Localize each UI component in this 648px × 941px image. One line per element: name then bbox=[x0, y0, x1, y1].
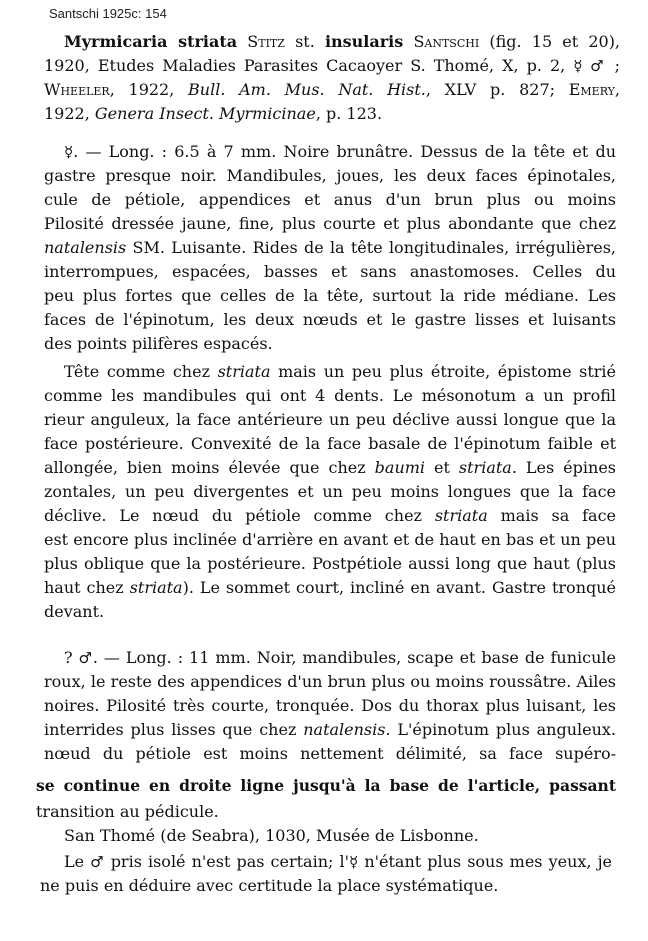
text: déclive. Le nœud du pétiole comme chez bbox=[44, 506, 422, 525]
text: . — Long. : 6.5 à 7 mm. Noire brunâtre. Dessus de la tête et du bbox=[73, 142, 616, 161]
worker-line-6: interrompues, espacées, basses et sans anastomoses. Celles du bbox=[44, 262, 616, 281]
male-line-5: nœud du pétiole est moins nettement délimité, sa face supéro- bbox=[44, 744, 616, 763]
worker-line-2: gastre presque noir. Mandibules, joues, les deux faces épinotales, bbox=[44, 166, 616, 185]
header-line-1 bbox=[64, 30, 620, 54]
text: . — Long. : 11 mm. Noir, mandibules, scape et base de funicule bbox=[92, 648, 616, 667]
reference-text: 1920, Etudes Maladies Parasites Cacaoyer S. Thomé, X, p. 2, bbox=[44, 56, 566, 75]
note-line-1 bbox=[64, 850, 612, 874]
male-line-7: transition au pédicule. bbox=[36, 802, 219, 821]
worker-line-5 bbox=[44, 236, 616, 260]
text: SM. Luisante. Rides de la tête longitudinales, irrégulières, bbox=[132, 238, 616, 257]
worker-line-1 bbox=[64, 140, 616, 164]
worker-line-14 bbox=[44, 456, 616, 480]
text: interrides plus lisses que chez bbox=[44, 720, 297, 739]
species-striata: striata bbox=[434, 506, 488, 525]
author-stitz: Stitz bbox=[247, 32, 285, 51]
worker-line-20: devant. bbox=[44, 602, 105, 621]
text: . L'épinotum plus anguleux. bbox=[385, 720, 616, 739]
worker-line-10 bbox=[64, 360, 616, 384]
worker-line-7: peu plus fortes que celles de la tête, surtout la ride médiane. Les bbox=[44, 286, 616, 305]
header-line-4 bbox=[44, 102, 382, 126]
note-line-2: ne puis en déduire avec certitude la place systématique. bbox=[40, 876, 499, 895]
text: haut chez bbox=[44, 578, 124, 597]
rank-text: st. bbox=[284, 32, 325, 51]
citation-label: Santschi 1925c: 154 bbox=[49, 6, 167, 21]
text: Pilosité dressée jaune, fine, plus courte et plus abondante que chez bbox=[44, 214, 616, 233]
author-wheeler: Wheeler bbox=[44, 80, 110, 99]
header-line-2 bbox=[44, 54, 620, 78]
worker-line-12: rieur anguleux, la face antérieure un peu déclive aussi longue que la bbox=[44, 410, 616, 429]
male-symbol: ♂ bbox=[78, 649, 93, 667]
worker-line-9: des points pilifères espacés. bbox=[44, 334, 273, 353]
species-natalensis: natalensis bbox=[303, 720, 386, 739]
text: et bbox=[434, 458, 450, 477]
text: allongée, bien moins élevée que chez bbox=[44, 458, 366, 477]
uncertain-mark: ? bbox=[64, 648, 73, 667]
worker-line-11: comme les mandibules qui ont 4 dents. Le mésonotum a un profil bbox=[44, 386, 616, 405]
caste-symbols: ☿ ♂ bbox=[573, 57, 607, 75]
worker-line-18: plus oblique que la postérieure. Postpétiole aussi long que haut (plus bbox=[44, 554, 616, 573]
male-line-1 bbox=[64, 646, 616, 670]
species-natalensis: natalensis bbox=[44, 238, 127, 257]
worker-line-3: cule de pétiole, appendices et anus d'un brun plus ou moins bbox=[44, 190, 616, 209]
species-title: Myrmicaria striata bbox=[64, 32, 238, 51]
work-title: Genera Insect. Myrmicinae bbox=[94, 104, 316, 123]
male-line-6: se continue en droite ligne jusqu'à la base de l'article, passant bbox=[36, 776, 616, 795]
text: n'étant plus sous mes yeux, je bbox=[364, 852, 612, 871]
subspecies-name: insularis bbox=[324, 32, 404, 51]
male-line-2: roux, le reste des appendices d'un brun plus ou moins roussâtre. Ailes bbox=[44, 672, 616, 691]
text: Le bbox=[64, 852, 85, 871]
text: mais un peu plus étroite, épistome strié bbox=[278, 362, 616, 381]
year-text: , 1922, bbox=[109, 80, 189, 99]
year-text: 1922, bbox=[44, 104, 95, 123]
worker-line-17: est encore plus inclinée d'arrière en avant et de haut en bas et un peu bbox=[44, 530, 616, 549]
text: Tête comme chez bbox=[64, 362, 210, 381]
species-striata: striata bbox=[129, 578, 183, 597]
worker-line-19 bbox=[44, 576, 616, 600]
male-symbol: ♂ bbox=[90, 853, 105, 871]
worker-line-4 bbox=[44, 212, 616, 236]
author-santschi: Santschi bbox=[413, 32, 480, 51]
volume-text: , XLV p. 827; bbox=[425, 80, 569, 99]
worker-line-8: faces de l'épinotum, les deux nœuds et le gastre lisses et luisants bbox=[44, 310, 616, 329]
species-baumi: baumi bbox=[374, 458, 426, 477]
worker-line-16 bbox=[44, 504, 616, 528]
locality-line: San Thomé (de Seabra), 1030, Musée de Lisbonne. bbox=[64, 826, 479, 845]
author-emery: Emery bbox=[568, 80, 615, 99]
species-striata: striata bbox=[458, 458, 512, 477]
figure-ref: (fig. 15 et 20), bbox=[479, 32, 620, 51]
male-line-4 bbox=[44, 718, 616, 742]
worker-symbol: ☿ bbox=[64, 143, 74, 161]
page-ref: , p. 123. bbox=[315, 104, 383, 123]
species-striata: striata bbox=[217, 362, 271, 381]
text: pris isolé n'est pas certain; l' bbox=[110, 852, 350, 871]
worker-symbol: ☿ bbox=[349, 853, 359, 871]
text: . Les épines bbox=[511, 458, 616, 477]
journal-name: Bull. Am. Mus. Nat. Hist. bbox=[188, 80, 426, 99]
text: mais sa face bbox=[500, 506, 616, 525]
worker-line-15: zontales, un peu divergentes et un peu moins longues que la face bbox=[44, 482, 616, 501]
worker-line-13: face postérieure. Convexité de la face basale de l'épinotum faible et bbox=[44, 434, 616, 453]
header-line-3 bbox=[44, 78, 620, 102]
punct: ; bbox=[606, 56, 620, 75]
male-line-3: noires. Pilosité très courte, tronquée. Dos du thorax plus luisant, les bbox=[44, 696, 616, 715]
punct: , bbox=[614, 80, 620, 99]
text: ). Le sommet court, incliné en avant. Gastre tronqué bbox=[182, 578, 616, 597]
